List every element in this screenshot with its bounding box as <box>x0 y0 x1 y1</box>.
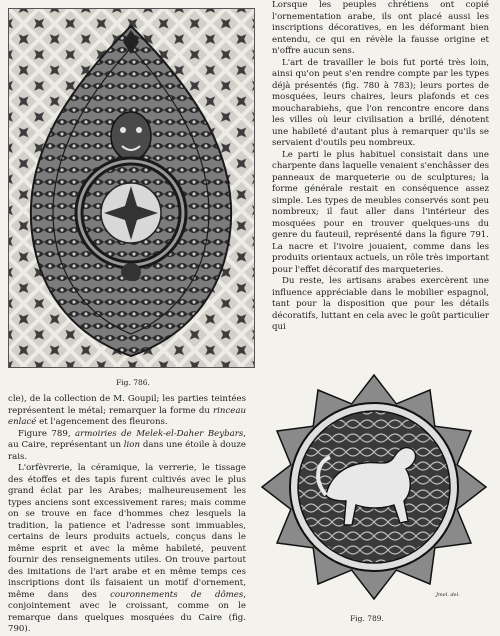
paragraph: Du reste, les artisans arabes exercèrent une influence appréciable dans le mobilier espagnol, tant pour la disposition que pour les détails décoratifs, luttant en cela avec le goût particulier qui <box>272 276 489 332</box>
figure-789-caption: Fig. 789. <box>350 614 384 623</box>
figure-786-caption: Fig. 786. <box>116 378 150 387</box>
paragraph: Lorsque les peuples chrétiens ont copié l'ornementation arabe, ils ont placé aussi les inscriptions décoratives, en les déformant bien entendu, ce qui en révèle la fausse origine et n'offre aucun sens. <box>272 0 489 56</box>
left-column-text <box>8 394 246 636</box>
paragraph: cle), de la collection de M. Goupil; les parties teintées représentent le métal; remarquer la forme du rinceau enlacé et l'agencement des fleurons. <box>8 394 246 427</box>
paragraph: L'orfèvrerie, la céramique, la verrerie, le tissage des étoffes et des tapis furent cultivés avec le plus grand éclat par les Arabes; malheureusement les types anciens sont excessivement rares; mais comme on se trouve en face d'hommes chez lesquels la tradition, la patience et l'adresse sont immuables, certains de leurs produits actuels, conçus dans le même esprit et avec la même habileté, peuvent fournir des renseignements utiles. On trouve partout des imitations de l'art arabe et en même temps ces inscriptions dont ils faisaient un motif d'ornement, même dans des couronnements de dômes, conjointement avec le croissant, comme on le remarque dans quelques mosquées du Caire (fig. 790). <box>8 463 246 634</box>
paragraph: Le parti le plus habituel consistait dans une charpente dans laquelle venaient s'enchâsser des panneaux de marqueterie ou de sculptures; la forme générale restait en conséquence assez simple. Les types de meubles conservés sont peu nombreux; il faut aller dans l'intérieur des mosquées pour en trouver quelques-uns du genre du fauteuil, représenté dans la figure 791. La nacre et l'ivoire jouaient, comme dans les produits orientaux actuels, un rôle très important pour l'effet décoratif des marqueteries. <box>272 149 489 275</box>
paragraph: L'art de travailler le bois fut porté très loin, ainsi qu'on peut s'en rendre compte par les types déjà présentés (fig. 780 à 783); leurs portes de mosquées, leurs chaires, leurs plafonds et ces moucharabiehs, que l'on rencontre encore dans les villes où leur civilisation a brillé, dénotent une habileté d'autant plus à remarquer qu'ils se servaient d'outils peu nombreux. <box>272 57 489 148</box>
right-column-text <box>272 0 489 334</box>
artist-signature: Jmel. del. <box>436 592 460 598</box>
paragraph: Figure 789, armoiries de Melek-el-Daher Beybars, au Caire, représentant un lion dans une étoile à douze rais. <box>8 428 246 462</box>
figure-786-door-knocker <box>8 8 255 368</box>
figure-789-star-armorial <box>258 365 490 613</box>
